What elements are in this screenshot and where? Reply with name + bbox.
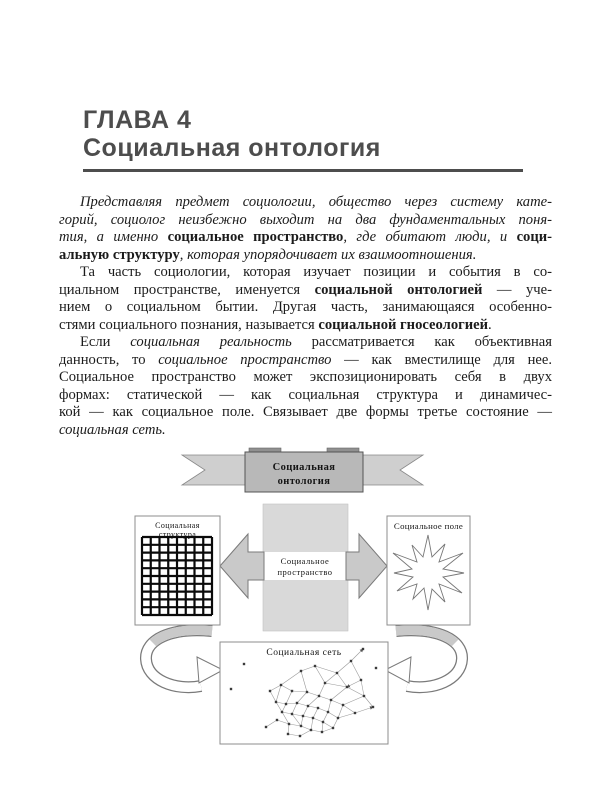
article-text xyxy=(59,194,552,439)
network-node xyxy=(322,721,324,723)
network-node xyxy=(312,717,314,719)
network-node xyxy=(288,723,290,725)
network-node xyxy=(275,701,277,703)
field-label: Социальное поле xyxy=(393,521,464,531)
network-node xyxy=(336,672,338,674)
chapter-label: ГЛАВА 4 xyxy=(83,106,192,134)
field-box xyxy=(387,516,470,625)
network-node xyxy=(324,682,326,684)
network-node xyxy=(276,719,278,721)
paragraph xyxy=(59,334,552,439)
structure-label-line1: Социальная xyxy=(155,521,200,530)
text-line: горий, социолог неизбежно выходит на два фундаментальных поня- xyxy=(59,211,552,228)
network-node xyxy=(317,707,319,709)
chapter-heading xyxy=(83,106,523,172)
network-label: Социальная сеть xyxy=(266,648,342,658)
text-line: данность, то социальное пространство — как вместилище для нее. xyxy=(59,351,553,368)
text-line: нием о социальном бытии. Другая часть, занимающаяся особенно- xyxy=(59,299,552,315)
network-node xyxy=(346,686,348,688)
banner-title-line2: онтология xyxy=(277,476,331,487)
structure-box xyxy=(135,516,220,625)
network-node xyxy=(342,704,344,706)
network-node xyxy=(291,690,293,692)
network-node xyxy=(375,667,377,669)
right-curve-arrow xyxy=(385,630,462,687)
banner-ribbon xyxy=(182,448,423,492)
network-node xyxy=(332,727,334,729)
network-box xyxy=(220,642,388,744)
text-line: стями социального познания, называется социальной гносеологией. xyxy=(59,316,492,333)
network-node xyxy=(243,663,245,665)
left-curve-arrow xyxy=(146,630,223,687)
space-label-line2: пространство xyxy=(277,567,333,577)
text-line: циальном пространстве, именуется социальной онтологией — уче- xyxy=(59,281,552,298)
paragraph xyxy=(59,264,552,334)
paragraph xyxy=(59,194,552,264)
network-node xyxy=(362,648,364,650)
network-node xyxy=(372,706,374,708)
text-line: кой — как социальное поле. Связывает две формы третье состояние — xyxy=(59,404,552,420)
network-node xyxy=(321,731,323,733)
network-node xyxy=(281,711,283,713)
network-node xyxy=(307,705,309,707)
title-rule xyxy=(83,169,523,172)
left-block-arrow xyxy=(220,534,264,598)
ontology-diagram xyxy=(115,440,485,750)
text-line: социальная сеть. xyxy=(59,421,166,438)
network-node xyxy=(314,665,316,667)
space-label-line1: Социальное xyxy=(280,556,330,566)
network-node xyxy=(350,660,352,662)
network-node xyxy=(300,725,302,727)
banner-title-line1: Социальная xyxy=(272,462,336,473)
network-node xyxy=(363,695,365,697)
network-node xyxy=(327,711,329,713)
network-node xyxy=(230,688,232,690)
network-node xyxy=(285,703,287,705)
structure-label-line2: структура xyxy=(158,530,197,539)
text-line: Если социальная реальность рассматривается как объективная xyxy=(80,334,552,350)
right-block-arrow xyxy=(346,534,387,598)
network-node xyxy=(300,670,302,672)
text-line: формах: статической — как социальная структура и динамичес- xyxy=(59,386,552,403)
network-node xyxy=(265,726,267,728)
text-line: Социальное пространство может экспозиционировать себя в двух xyxy=(59,369,552,385)
network-node xyxy=(306,691,308,693)
network-node xyxy=(354,712,356,714)
network-node xyxy=(280,684,282,686)
network-node xyxy=(299,735,301,737)
network-node xyxy=(360,679,362,681)
network-node xyxy=(310,729,312,731)
network-node xyxy=(330,699,332,701)
network-node xyxy=(287,733,289,735)
text-line: альную структуру, которая упорядочивает их взаимоотношения. xyxy=(59,246,477,263)
network-node xyxy=(269,690,271,692)
text-line: Та часть социологии, которая изучает позиции и события в со- xyxy=(80,264,552,280)
text-line: Представляя предмет социологии, общество через систему кате- xyxy=(80,194,552,210)
network-node xyxy=(302,715,304,717)
network-node xyxy=(291,713,293,715)
network-node xyxy=(337,717,339,719)
text-line: тия, а именно социальное пространство, где обитают люди, и соци- xyxy=(59,229,553,245)
network-node xyxy=(318,695,320,697)
page-title: Социальная онтология xyxy=(83,134,381,162)
network-node xyxy=(296,702,298,704)
